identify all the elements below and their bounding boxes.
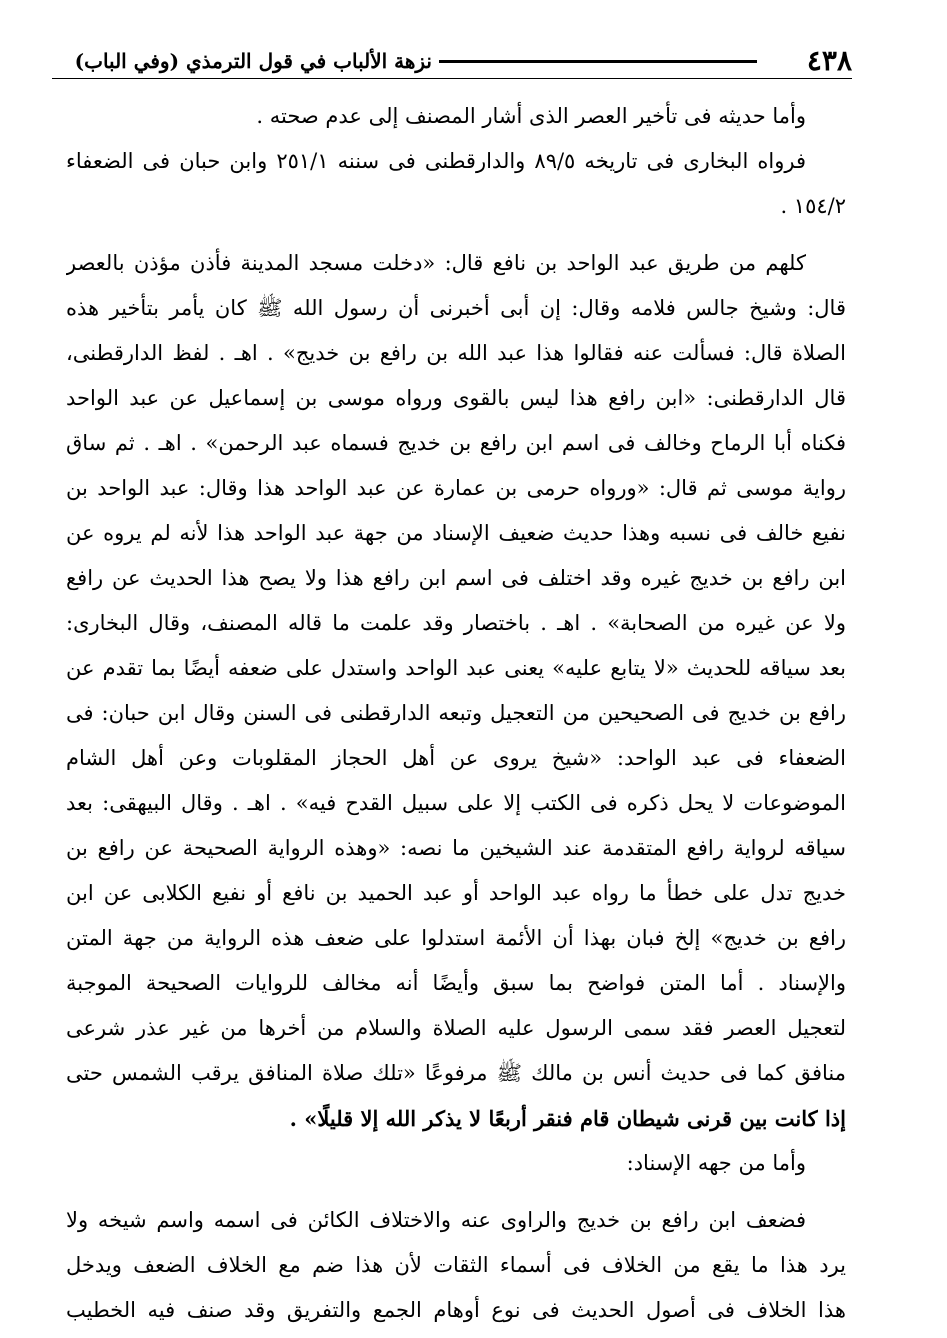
text-line: والإسناد . أما المتن فواضح بما سبق وأيضًا أنه مخالف للروايات الصحيحة الموجبة <box>66 971 846 995</box>
paragraph <box>66 94 846 139</box>
text-line: قال: وشيخ جالس فلامه وقال: إن أبى أخبرنى أن رسول الله ﷺ كان يأمر بتأخير هذه <box>66 296 846 320</box>
text-line: لتعجيل العصر فقد سمى الرسول عليه الصلاة والسلام من أخرها من غير عذر شرعى <box>66 1016 846 1040</box>
paragraph <box>66 241 846 1141</box>
paragraph-gap <box>66 229 846 241</box>
text-line: إذا كانت بين قرنى شيطان قام فنقر أربعًا لا يذكر الله إلا قليلًا» . <box>289 1106 846 1131</box>
paragraph <box>66 1141 846 1186</box>
header-rule <box>439 60 757 63</box>
text-line: الصلاة قال: فسألت عنه فقالوا هذا عبد الله بن رافع بن خديج» . اهـ . لفظ الدارقطنى، <box>66 341 846 365</box>
header-divider <box>52 78 852 79</box>
page-header <box>52 44 852 80</box>
text-line: رواية موسى ثم قال: «ورواه حرمى بن عمارة عن عبد الواحد هذا وقال: عبد الواحد بن <box>66 476 846 500</box>
page-number: ٤٣٨ <box>806 44 852 77</box>
text-line: منافق كما فى حديث أنس بن مالك ﷺ مرفوعًا «تلك صلاة المنافق يرقب الشمس حتى <box>66 1061 846 1085</box>
paragraph <box>66 1198 846 1333</box>
text-line: فكناه أبا الرماح وخالف فى اسم ابن رافع بن خديج فسماه عبد الرحمن» . اهـ . ثم ساق <box>66 431 846 455</box>
text-line: فرواه البخارى فى تاريخه ٨٩/٥ والدارقطنى فى سننه ٢٥١/١ وابن حبان فى الضعفاء <box>66 149 806 173</box>
text-line: ابن رافع بن خديج غيره وقد اختلف فى اسم ابن رافع هذا ولا يصح هذا الحديث عن رافع <box>66 566 846 590</box>
text-line: الضعفاء فى عبد الواحد: «شيخ يروى عن أهل الحجاز المقلوبات وعن أهل الشام <box>66 746 846 770</box>
text-line: رافع بن خديج فى الصحيحين من التعجيل وتبعه الدارقطنى فى السنن وقال ابن حبان: فى <box>66 701 846 725</box>
running-title: نزهة الألباب في قول الترمذي (وفي الباب) <box>74 49 432 73</box>
text-line: نفيع خالف فى نسبه وهذا حديث ضعيف الإسناد من جهة عبد الواحد هذا لأنه لم يروه عن <box>66 521 846 545</box>
text-line: يرد هذا ما يقع من الخلاف فى أسماء الثقات لأن هذا ضم مع الخلاف الضعف ويدخل <box>66 1253 846 1277</box>
text-line: ولا عن غيره من الصحابة» . اهـ . باختصار وقد علمت ما قاله المصنف، وقال البخارى: <box>66 611 846 635</box>
paragraph-gap <box>66 1186 846 1198</box>
text-line: هذا الخلاف فى أصول الحديث فى نوع أوهام الجمع والتفريق وقد صنف فيه الخطيب <box>66 1298 846 1322</box>
page-body <box>66 94 846 1333</box>
text-line: خديج تدل على خطأ ما رواه عبد الواحد أو عبد الحميد بن نافع أو نفيع الكلابى عن ابن <box>66 881 846 905</box>
text-line: رافع بن خديج» إلخ فبان بهذا أن الأئمة استدلوا على ضعف هذه الرواية من جهة المتن <box>66 926 846 950</box>
text-line: الموضوعات لا يحل ذكره فى الكتب إلا على سبيل القدح فيه» . اهـ . وقال البيهقى: بعد <box>66 791 846 815</box>
text-line: بعد سياقه للحديث «لا يتابع عليه» يعنى عبد الواحد واستدل على ضعفه أيضًا بما تقدم عن <box>66 656 846 680</box>
text-line: وأما حديثه فى تأخير العصر الذى أشار المصنف إلى عدم صحته . <box>256 104 806 128</box>
text-line: قال الدارقطنى: «ابن رافع هذا ليس بالقوى ورواه موسى بن إسماعيل عن عبد الواحد <box>66 386 846 410</box>
text-line: ١٥٤/٢ . <box>780 194 846 218</box>
text-line: فضعف ابن رافع بن خديج والراوى عنه والاختلاف الكائن فى اسمه واسم شيخه ولا <box>66 1208 806 1232</box>
text-line: وأما من جهه الإسناد: <box>626 1151 806 1175</box>
text-line: سياقه لرواية رافع المتقدمة عند الشيخين ما نصه: «وهذه الرواية الصحيحة عن رافع بن <box>66 836 846 860</box>
text-line: كلهم من طريق عبد الواحد بن نافع قال: «دخلت مسجد المدينة فأذن مؤذن بالعصر <box>66 251 806 275</box>
paragraph <box>66 139 846 229</box>
